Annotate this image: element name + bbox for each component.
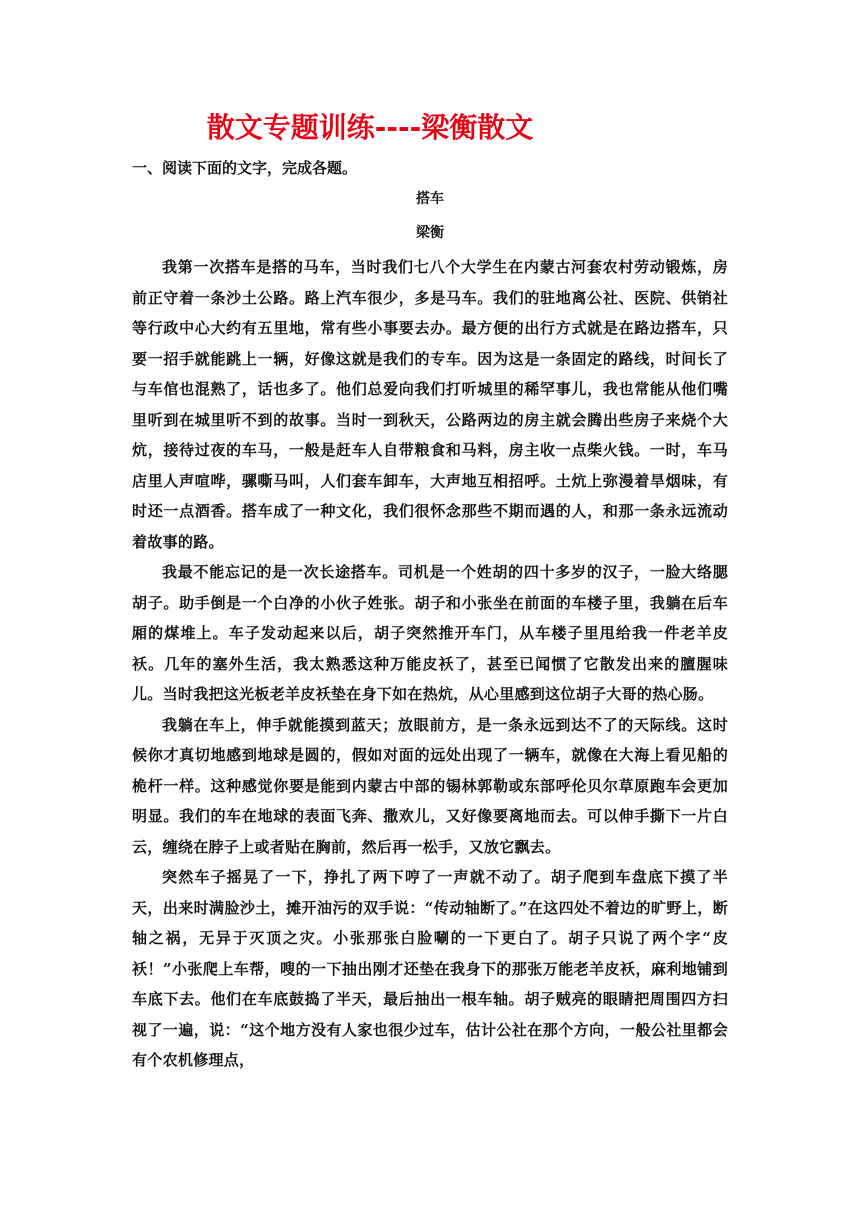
article-title: 搭车: [416, 191, 444, 207]
document-title: 散文专题训练----梁衡散文: [206, 111, 534, 144]
paragraph: 突然车子摇晃了一下，挣扎了两下哼了一声就不动了。胡子爬到车盘底下摸了半天，出来时满脸沙土，摊开油污的双手说：“传动轴断了。”在这四处不着边的旷野上，断轴之祸，无异于灭顶之灾。小张那张白脸唰的一下更白了。胡子只说了两个字“皮袄！”小张爬上车帮，嗖的一下抽出刚才还垫在我身下的那张万能老羊皮袄，麻利地铺到车底下去。他们在车底鼓捣了半天，最后抽出一根车轴。胡子贼亮的眼睛把周围四方扫视了一遍，说：“这个地方没有人家也很少过车，估计公社在那个方向，一般公社里都会有个农机修理点，: [132, 868, 728, 1069]
article-body: [132, 252, 728, 1076]
paragraph: 我躺在车上，伸手就能摸到蓝天；放眼前方，是一条永远到达不了的天际线。这时候你才真切地感到地球是圆的，假如对面的远处出现了一辆车，就像在大海上看见船的桅杆一样。这种感觉你要是能到内蒙古中部的锡林郭勒或东部呼伦贝尔草原跑车会更加明显。我们的车在地球的表面飞奔、撒欢儿，又好像要离地而去。可以伸手撕下一片白云，缠绕在脖子上或者贴在胸前，然后再一松手，又放它飘去。: [132, 715, 728, 856]
paragraph: 我第一次搭车是搭的马车，当时我们七八个大学生在内蒙古河套农村劳动锻炼，房前正守着一条沙土公路。路上汽车很少，多是马车。我们的驻地离公社、医院、供销社等行政中心大约有五里地，常有些小事要去办。最方便的出行方式就是在路边搭车，只要一招手就能跳上一辆，好像这就是我们的专车。因为这是一条固定的路线，时间长了与车倌也混熟了，话也多了。他们总爱向我们打听城里的稀罕事儿，我也常能从他们嘴里听到在城里听不到的故事。当时一到秋天，公路两边的房主就会腾出些房子来烧个大炕，接待过夜的车马，一般是赶车人自带粮食和马料，房主收一点柴火钱。一时，车马店里人声喧哗，骡嘶马叫，人们套车卸车，大声地互相招呼。土炕上弥漫着旱烟味，有时还一点酒香。搭车成了一种文化，我们很怀念那些不期而遇的人，和那一条永远流动着故事的路。: [132, 258, 728, 551]
question-instruction: 一、阅读下面的文字，完成各题。: [132, 159, 358, 177]
article-author: 梁衡: [416, 225, 444, 241]
paragraph: 我最不能忘记的是一次长途搭车。司机是一个姓胡的四十多岁的汉子，一脸大络腮胡子。助手倒是一个白净的小伙子姓张。胡子和小张坐在前面的车楼子里，我躺在后车厢的煤堆上。车子发动起来以后，胡子突然推开车门，从车楼子里甩给我一件老羊皮袄。几年的塞外生活，我太熟悉这种万能皮袄了，甚至已闻惯了它散发出来的膻腥味儿。当时我把这光板老羊皮袄垫在身下如在热炕，从心里感到这位胡子大哥的热心肠。: [132, 563, 728, 703]
